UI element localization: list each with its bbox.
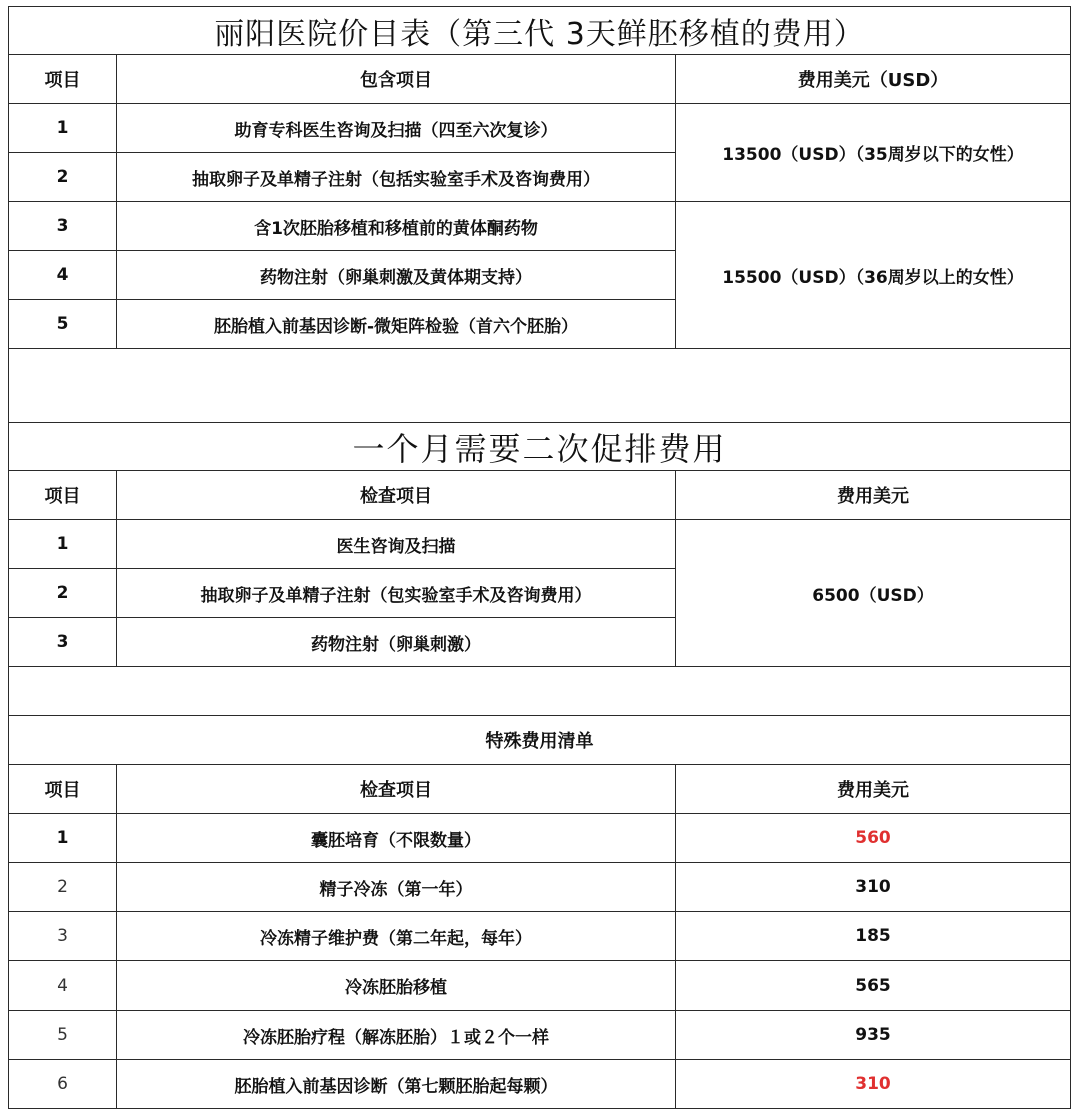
row-number: 2	[9, 153, 117, 202]
row-price: 560	[676, 814, 1071, 863]
table-row	[9, 863, 1071, 912]
spacer-cell	[9, 349, 1071, 423]
section2-header-row	[9, 471, 1071, 520]
row-item: 冷冻胚胎移植	[117, 961, 676, 1011]
table-row	[9, 520, 1071, 569]
section3-title: 特殊费用清单	[9, 716, 1071, 765]
row-number: 2	[9, 863, 117, 912]
row-number: 5	[9, 300, 117, 349]
row-item: 冷冻精子维护费（第二年起，每年）	[117, 912, 676, 961]
spacer-cell	[9, 667, 1071, 716]
row-item: 胚胎植入前基因诊断-微矩阵检验（首六个胚胎）	[117, 300, 676, 349]
table-row	[9, 202, 1071, 251]
price-list-sheet	[8, 6, 1070, 1109]
row-number: 3	[9, 618, 117, 667]
table-row	[9, 1060, 1071, 1109]
row-item: 含1次胚胎移植和移植前的黄体酮药物	[117, 202, 676, 251]
row-item: 助育专科医生咨询及扫描（四至六次复诊）	[117, 104, 676, 153]
row-price: 310	[676, 863, 1071, 912]
row-number: 1	[9, 104, 117, 153]
row-item: 冷冻胚胎疗程（解冻胚胎）１或２个一样	[117, 1011, 676, 1060]
section2-title: 一个月需要二次促排费用	[9, 423, 1071, 471]
col-header-price: 费用美元	[676, 471, 1071, 520]
row-item: 抽取卵子及单精子注射（包实验室手术及咨询费用）	[117, 569, 676, 618]
row-price: 185	[676, 912, 1071, 961]
row-number: 2	[9, 569, 117, 618]
row-number: 6	[9, 1060, 117, 1109]
table-row	[9, 1011, 1071, 1060]
price-over-36: 15500（USD）（36周岁以上的女性）	[676, 202, 1071, 349]
col-header-items: 检查项目	[117, 471, 676, 520]
section3-header-row	[9, 765, 1071, 814]
table-row	[9, 912, 1071, 961]
page-title: 丽阳医院价目表（第三代 3天鲜胚移植的费用）	[9, 7, 1071, 55]
col-header-no: 项目	[9, 471, 117, 520]
table-row	[9, 814, 1071, 863]
row-number: 3	[9, 202, 117, 251]
row-item: 药物注射（卵巢刺激）	[117, 618, 676, 667]
table-row	[9, 961, 1071, 1011]
row-price: 310	[676, 1060, 1071, 1109]
row-item: 医生咨询及扫描	[117, 520, 676, 569]
row-item: 精子冷冻（第一年）	[117, 863, 676, 912]
row-item: 胚胎植入前基因诊断（第七颗胚胎起每颗）	[117, 1060, 676, 1109]
col-header-items: 包含项目	[117, 55, 676, 104]
price-under-35: 13500（USD）（35周岁以下的女性）	[676, 104, 1071, 202]
row-price: 565	[676, 961, 1071, 1011]
spacer-row	[9, 667, 1071, 716]
col-header-no: 项目	[9, 55, 117, 104]
col-header-items: 检查项目	[117, 765, 676, 814]
price-table	[8, 6, 1071, 1109]
table-row	[9, 104, 1071, 153]
spacer-row	[9, 349, 1071, 423]
row-number: 4	[9, 251, 117, 300]
row-item: 抽取卵子及单精子注射（包括实验室手术及咨询费用）	[117, 153, 676, 202]
col-header-price: 费用美元（USD）	[676, 55, 1071, 104]
row-number: 5	[9, 1011, 117, 1060]
row-number: 3	[9, 912, 117, 961]
price-second-stimulation: 6500（USD）	[676, 520, 1071, 667]
row-price: 935	[676, 1011, 1071, 1060]
section1-header-row	[9, 55, 1071, 104]
row-item: 囊胚培育（不限数量）	[117, 814, 676, 863]
row-number: 1	[9, 520, 117, 569]
col-header-price: 费用美元	[676, 765, 1071, 814]
row-number: 1	[9, 814, 117, 863]
col-header-no: 项目	[9, 765, 117, 814]
row-item: 药物注射（卵巢刺激及黄体期支持）	[117, 251, 676, 300]
row-number: 4	[9, 961, 117, 1011]
